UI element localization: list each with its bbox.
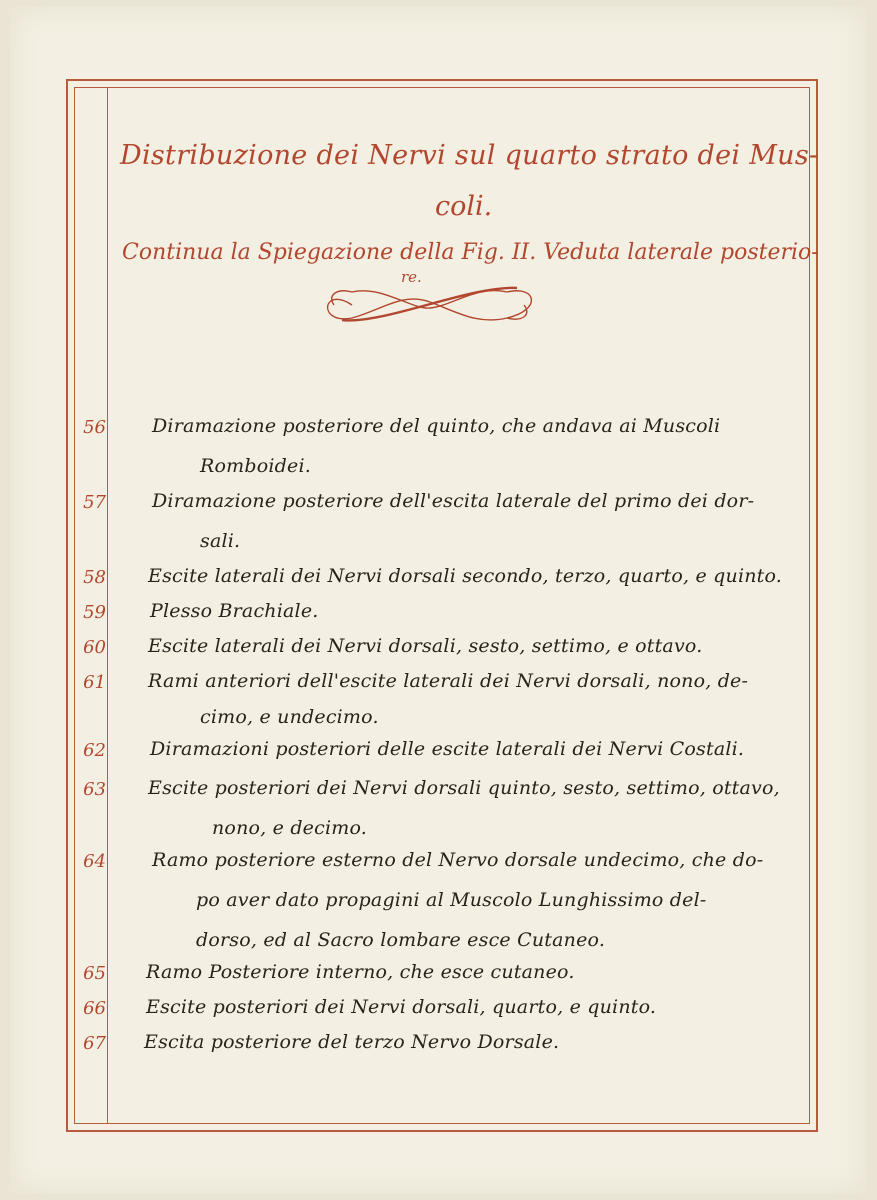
entry-number: 60 (83, 637, 106, 658)
entry-text-line: Escite laterali dei Nervi dorsali secondo, terzo, quarto, e quinto. (148, 565, 783, 587)
entry-number: 67 (83, 1033, 106, 1054)
entry-text-line: Escite laterali dei Nervi dorsali, sesto, settimo, e ottavo. (148, 635, 703, 657)
entry-number: 63 (83, 779, 106, 800)
subtitle-line-1: Continua la Spiegazione della Fig. II. Veduta laterale posterio- (122, 240, 819, 265)
entry-text-line: nono, e decimo. (212, 817, 367, 839)
subtitle-line-2: re. (401, 268, 422, 286)
entry-text-line: Diramazione posteriore dell'escita laterale del primo dei dor- (152, 490, 755, 512)
entry-text-line: Ramo Posteriore interno, che esce cutaneo. (146, 961, 575, 983)
entry-text-line: Diramazioni posteriori delle escite laterali dei Nervi Costali. (150, 738, 745, 760)
entry-text-line: Escite posteriori dei Nervi dorsali quinto, sesto, settimo, ottavo, (148, 777, 780, 799)
entry-number: 56 (83, 417, 106, 438)
entry-text-line: Romboidei. (200, 455, 311, 477)
entry-text-line: cimo, e undecimo. (200, 706, 379, 728)
entry-number: 64 (83, 851, 106, 872)
entry-text-line: dorso, ed al Sacro lombare esce Cutaneo. (196, 929, 606, 951)
entry-number: 65 (83, 963, 106, 984)
entry-number: 61 (83, 672, 106, 693)
entry-number: 58 (83, 567, 106, 588)
flourish-ornament (312, 280, 547, 330)
entry-text-line: Escita posteriore del terzo Nervo Dorsale. (144, 1031, 560, 1053)
title-line-1: Distribuzione dei Nervi sul quarto strato dei Mus- (120, 140, 819, 171)
entry-number: 57 (83, 492, 106, 513)
entry-text-line: po aver dato propagini al Muscolo Lunghissimo del- (196, 889, 707, 911)
title-line-2: coli. (435, 191, 493, 222)
entry-text-line: Diramazione posteriore del quinto, che andava ai Muscoli (152, 415, 721, 437)
entry-number: 59 (83, 602, 106, 623)
margin-rule (107, 87, 108, 1124)
entry-text-line: Rami anteriori dell'escite laterali dei Nervi dorsali, nono, de- (148, 670, 749, 692)
entry-text-line: Plesso Brachiale. (150, 600, 319, 622)
entry-text-line: Ramo posteriore esterno del Nervo dorsale undecimo, che do- (152, 849, 764, 871)
entry-number: 66 (83, 998, 106, 1019)
entry-text-line: Escite posteriori dei Nervi dorsali, quarto, e quinto. (146, 996, 657, 1018)
entry-text-line: sali. (200, 530, 241, 552)
entry-number: 62 (83, 740, 106, 761)
